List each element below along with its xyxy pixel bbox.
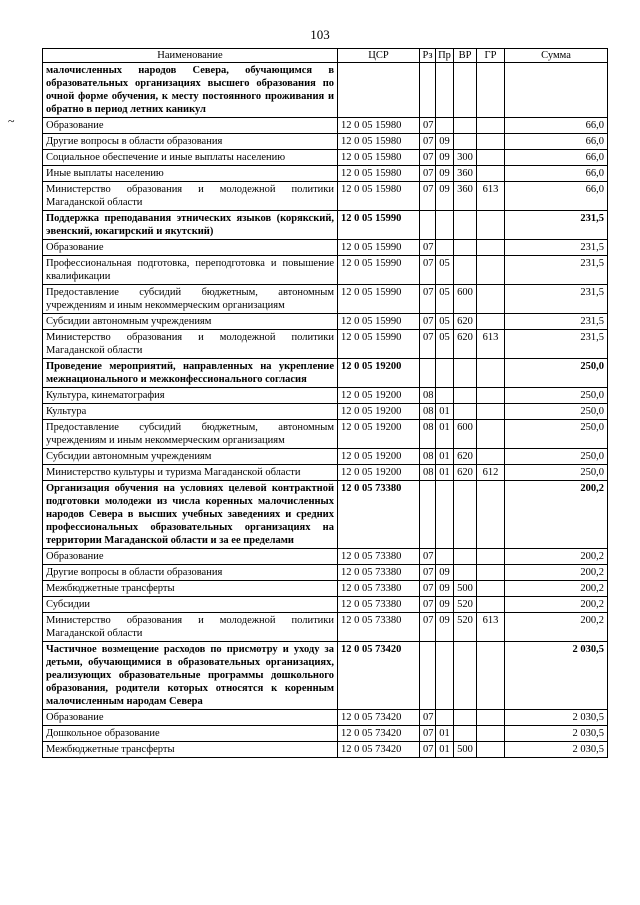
cell-gr	[477, 581, 505, 597]
cell-sum	[505, 63, 608, 118]
table-row	[43, 404, 608, 420]
cell-name: Образование	[43, 710, 338, 726]
cell-vr	[454, 404, 477, 420]
cell-rz: 08	[420, 449, 436, 465]
cell-rz: 07	[420, 134, 436, 150]
cell-name: Социальное обеспечение и иные выплаты населению	[43, 150, 338, 166]
cell-pr: 09	[436, 166, 454, 182]
cell-sum: 250,0	[505, 465, 608, 481]
table-row	[43, 465, 608, 481]
cell-name: Межбюджетные трансферты	[43, 742, 338, 758]
cell-pr	[436, 240, 454, 256]
cell-name: Частичное возмещение расходов по присмотру и уходу за детьми, обучающимися в образовательных организациях, реализующих образовательные программы дошкольного образования, родители которых относятся к коренным малочисленным народам Севера	[43, 642, 338, 710]
cell-pr	[436, 63, 454, 118]
cell-vr	[454, 388, 477, 404]
cell-csr: 12 0 05 73420	[338, 742, 420, 758]
cell-vr: 300	[454, 150, 477, 166]
cell-vr	[454, 256, 477, 285]
cell-sum: 66,0	[505, 118, 608, 134]
cell-sum: 200,2	[505, 597, 608, 613]
cell-name: Дошкольное образование	[43, 726, 338, 742]
cell-pr: 09	[436, 565, 454, 581]
cell-gr	[477, 118, 505, 134]
cell-name: Субсидии автономным учреждениям	[43, 449, 338, 465]
cell-csr: 12 0 05 15980	[338, 166, 420, 182]
cell-csr: 12 0 05 73380	[338, 581, 420, 597]
cell-gr	[477, 314, 505, 330]
cell-vr	[454, 642, 477, 710]
table-row	[43, 134, 608, 150]
cell-gr: 613	[477, 330, 505, 359]
cell-name: Министерство культуры и туризма Магаданской области	[43, 465, 338, 481]
cell-sum: 66,0	[505, 166, 608, 182]
cell-csr: 12 0 05 73420	[338, 710, 420, 726]
cell-name: Организация обучения на условиях целевой контрактной подготовки молодежи из числа коренных малочисленных народов Севера в высших учебных заведениях и средних профессиональных образовательных организациях на территории Магаданской области и за ее пределами	[43, 481, 338, 549]
cell-rz	[420, 211, 436, 240]
cell-rz: 07	[420, 742, 436, 758]
cell-name: Образование	[43, 240, 338, 256]
page-number: 103	[310, 27, 330, 42]
cell-gr	[477, 420, 505, 449]
cell-gr	[477, 240, 505, 256]
header-name: Наименование	[43, 49, 338, 63]
cell-pr	[436, 211, 454, 240]
cell-sum: 231,5	[505, 314, 608, 330]
cell-gr	[477, 285, 505, 314]
table-row	[43, 330, 608, 359]
cell-gr	[477, 359, 505, 388]
cell-sum: 231,5	[505, 256, 608, 285]
cell-gr	[477, 166, 505, 182]
cell-pr	[436, 388, 454, 404]
table-row	[43, 63, 608, 118]
cell-vr: 620	[454, 449, 477, 465]
cell-sum: 200,2	[505, 549, 608, 565]
cell-vr	[454, 549, 477, 565]
table-row	[43, 240, 608, 256]
cell-rz: 07	[420, 240, 436, 256]
cell-rz: 07	[420, 330, 436, 359]
cell-pr	[436, 359, 454, 388]
header-sum: Сумма	[505, 49, 608, 63]
cell-gr	[477, 481, 505, 549]
cell-sum: 250,0	[505, 449, 608, 465]
cell-rz: 08	[420, 420, 436, 449]
cell-pr: 01	[436, 420, 454, 449]
cell-vr: 520	[454, 613, 477, 642]
table-row	[43, 565, 608, 581]
cell-sum: 231,5	[505, 285, 608, 314]
table-row	[43, 118, 608, 134]
cell-sum: 200,2	[505, 565, 608, 581]
cell-pr: 05	[436, 256, 454, 285]
cell-name: Другие вопросы в области образования	[43, 565, 338, 581]
header-gr: ГР	[477, 49, 505, 63]
cell-vr	[454, 481, 477, 549]
cell-name: Министерство образования и молодежной политики Магаданской области	[43, 330, 338, 359]
cell-gr	[477, 642, 505, 710]
cell-name: Субсидии автономным учреждениям	[43, 314, 338, 330]
cell-pr: 09	[436, 134, 454, 150]
table-row	[43, 742, 608, 758]
table-row	[43, 182, 608, 211]
cell-sum: 250,0	[505, 420, 608, 449]
cell-name: Профессиональная подготовка, переподготовка и повышение квалификации	[43, 256, 338, 285]
cell-rz: 07	[420, 150, 436, 166]
cell-vr: 360	[454, 166, 477, 182]
cell-sum: 66,0	[505, 150, 608, 166]
cell-gr	[477, 256, 505, 285]
cell-vr	[454, 134, 477, 150]
cell-csr: 12 0 05 73380	[338, 597, 420, 613]
cell-csr: 12 0 05 15990	[338, 285, 420, 314]
cell-name: Межбюджетные трансферты	[43, 581, 338, 597]
cell-csr: 12 0 05 73420	[338, 642, 420, 710]
cell-rz: 07	[420, 182, 436, 211]
cell-pr: 09	[436, 581, 454, 597]
cell-gr	[477, 150, 505, 166]
cell-rz: 07	[420, 726, 436, 742]
cell-csr: 12 0 05 19200	[338, 359, 420, 388]
cell-vr	[454, 240, 477, 256]
header-vr: ВР	[454, 49, 477, 63]
cell-pr: 01	[436, 742, 454, 758]
cell-sum: 250,0	[505, 359, 608, 388]
cell-name: Образование	[43, 549, 338, 565]
cell-gr: 613	[477, 613, 505, 642]
cell-pr	[436, 118, 454, 134]
cell-name: Поддержка преподавания этнических языков (корякский, эвенский, юкагирский и якутский)	[43, 211, 338, 240]
cell-rz: 08	[420, 404, 436, 420]
cell-rz: 07	[420, 597, 436, 613]
cell-gr	[477, 565, 505, 581]
table-row	[43, 256, 608, 285]
header-rz: Рз	[420, 49, 436, 63]
margin-mark: ~	[8, 114, 15, 128]
table-row	[43, 150, 608, 166]
table-row	[43, 597, 608, 613]
cell-csr: 12 0 05 15990	[338, 314, 420, 330]
cell-pr: 01	[436, 404, 454, 420]
cell-name: Культура, кинематография	[43, 388, 338, 404]
cell-sum: 200,2	[505, 481, 608, 549]
table-row	[43, 314, 608, 330]
table-header-row	[43, 49, 608, 63]
cell-csr: 12 0 05 19200	[338, 404, 420, 420]
cell-vr	[454, 211, 477, 240]
cell-sum: 250,0	[505, 404, 608, 420]
cell-vr	[454, 118, 477, 134]
cell-rz: 07	[420, 166, 436, 182]
cell-vr	[454, 710, 477, 726]
table-row	[43, 420, 608, 449]
cell-pr: 05	[436, 330, 454, 359]
cell-rz: 07	[420, 613, 436, 642]
cell-gr	[477, 404, 505, 420]
cell-gr	[477, 134, 505, 150]
cell-pr: 09	[436, 182, 454, 211]
table-row	[43, 642, 608, 710]
cell-pr: 01	[436, 465, 454, 481]
cell-vr: 360	[454, 182, 477, 211]
cell-gr	[477, 388, 505, 404]
cell-name: Культура	[43, 404, 338, 420]
table-row	[43, 710, 608, 726]
cell-gr	[477, 63, 505, 118]
table-row	[43, 726, 608, 742]
cell-pr	[436, 710, 454, 726]
cell-csr: 12 0 05 19200	[338, 420, 420, 449]
cell-vr: 620	[454, 465, 477, 481]
header-pr: Пр	[436, 49, 454, 63]
cell-csr	[338, 63, 420, 118]
cell-rz: 08	[420, 388, 436, 404]
cell-name: Иные выплаты населению	[43, 166, 338, 182]
cell-csr: 12 0 05 73380	[338, 549, 420, 565]
table-row	[43, 285, 608, 314]
cell-pr	[436, 549, 454, 565]
cell-gr	[477, 726, 505, 742]
cell-csr: 12 0 05 73380	[338, 613, 420, 642]
cell-csr: 12 0 05 15990	[338, 330, 420, 359]
header-csr: ЦСР	[338, 49, 420, 63]
cell-gr: 613	[477, 182, 505, 211]
cell-pr: 01	[436, 449, 454, 465]
cell-vr	[454, 726, 477, 742]
cell-pr	[436, 642, 454, 710]
cell-sum: 231,5	[505, 240, 608, 256]
table-row	[43, 581, 608, 597]
cell-sum: 200,2	[505, 581, 608, 597]
cell-name: Проведение мероприятий, направленных на укрепление межнационального и межконфессионального согласия	[43, 359, 338, 388]
cell-gr	[477, 449, 505, 465]
cell-gr	[477, 710, 505, 726]
table-row	[43, 388, 608, 404]
table-row	[43, 211, 608, 240]
cell-pr: 01	[436, 726, 454, 742]
cell-csr: 12 0 05 19200	[338, 465, 420, 481]
cell-sum: 2 030,5	[505, 642, 608, 710]
cell-gr: 612	[477, 465, 505, 481]
cell-rz: 08	[420, 465, 436, 481]
cell-rz: 07	[420, 565, 436, 581]
cell-sum: 66,0	[505, 182, 608, 211]
cell-csr: 12 0 05 73380	[338, 565, 420, 581]
cell-name: Другие вопросы в области образования	[43, 134, 338, 150]
cell-name: Предоставление субсидий бюджетным, автономным учреждениям и иным некоммерческим организациям	[43, 285, 338, 314]
cell-csr: 12 0 05 19200	[338, 449, 420, 465]
cell-rz: 07	[420, 314, 436, 330]
cell-csr: 12 0 05 15980	[338, 118, 420, 134]
cell-vr: 600	[454, 285, 477, 314]
cell-gr	[477, 742, 505, 758]
cell-gr	[477, 597, 505, 613]
cell-gr	[477, 549, 505, 565]
cell-vr	[454, 359, 477, 388]
cell-sum: 231,5	[505, 211, 608, 240]
cell-sum: 250,0	[505, 388, 608, 404]
cell-rz: 07	[420, 549, 436, 565]
cell-pr	[436, 481, 454, 549]
cell-rz	[420, 642, 436, 710]
cell-pr: 05	[436, 314, 454, 330]
table-row	[43, 613, 608, 642]
cell-csr: 12 0 05 73380	[338, 481, 420, 549]
cell-vr: 600	[454, 420, 477, 449]
table-row	[43, 481, 608, 549]
cell-pr: 09	[436, 150, 454, 166]
cell-rz: 07	[420, 118, 436, 134]
cell-vr: 620	[454, 330, 477, 359]
cell-rz: 07	[420, 285, 436, 314]
cell-csr: 12 0 05 15990	[338, 256, 420, 285]
cell-sum: 200,2	[505, 613, 608, 642]
cell-sum: 2 030,5	[505, 710, 608, 726]
cell-name: малочисленных народов Севера, обучающимся в образовательных организациях высшего образования по очной форме обучения, к месту постоянного проживания и обратно в период летних каникул	[43, 63, 338, 118]
cell-sum: 66,0	[505, 134, 608, 150]
cell-vr: 500	[454, 742, 477, 758]
cell-pr: 09	[436, 613, 454, 642]
table-row	[43, 449, 608, 465]
cell-rz	[420, 481, 436, 549]
cell-pr: 09	[436, 597, 454, 613]
cell-name: Субсидии	[43, 597, 338, 613]
cell-vr: 620	[454, 314, 477, 330]
cell-vr: 520	[454, 597, 477, 613]
cell-csr: 12 0 05 15990	[338, 240, 420, 256]
cell-name: Предоставление субсидий бюджетным, автономным учреждениям и иным некоммерческим организациям	[43, 420, 338, 449]
cell-vr	[454, 565, 477, 581]
cell-rz: 07	[420, 256, 436, 285]
cell-csr: 12 0 05 19200	[338, 388, 420, 404]
cell-name: Образование	[43, 118, 338, 134]
cell-rz: 07	[420, 581, 436, 597]
table-row	[43, 359, 608, 388]
table-body	[43, 63, 608, 758]
cell-rz: 07	[420, 710, 436, 726]
cell-csr: 12 0 05 15980	[338, 150, 420, 166]
cell-csr: 12 0 05 15980	[338, 134, 420, 150]
cell-vr	[454, 63, 477, 118]
table-row	[43, 166, 608, 182]
cell-rz	[420, 63, 436, 118]
budget-table	[42, 48, 608, 758]
cell-rz	[420, 359, 436, 388]
cell-csr: 12 0 05 15990	[338, 211, 420, 240]
cell-name: Министерство образования и молодежной политики Магаданской области	[43, 182, 338, 211]
cell-sum: 231,5	[505, 330, 608, 359]
cell-sum: 2 030,5	[505, 742, 608, 758]
cell-pr: 05	[436, 285, 454, 314]
cell-vr: 500	[454, 581, 477, 597]
cell-name: Министерство образования и молодежной политики Магаданской области	[43, 613, 338, 642]
cell-csr: 12 0 05 73420	[338, 726, 420, 742]
cell-sum: 2 030,5	[505, 726, 608, 742]
table-row	[43, 549, 608, 565]
cell-gr	[477, 211, 505, 240]
cell-csr: 12 0 05 15980	[338, 182, 420, 211]
